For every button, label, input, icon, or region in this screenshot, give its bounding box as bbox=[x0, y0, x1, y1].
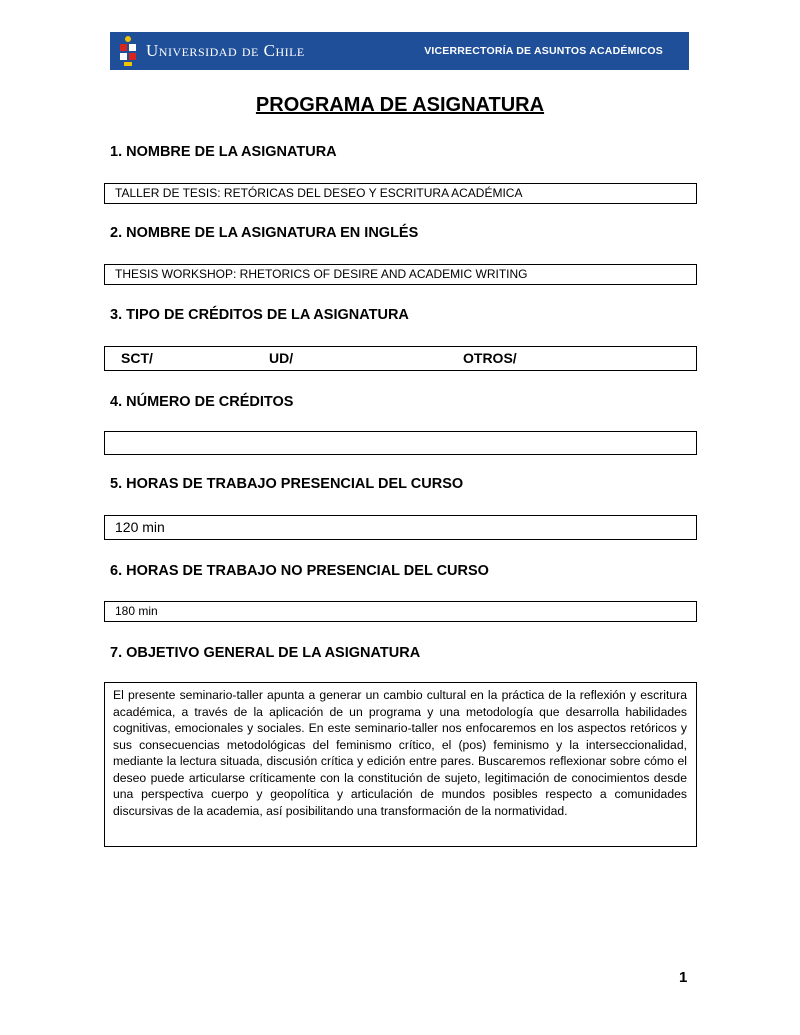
section-3-field bbox=[104, 346, 697, 371]
university-logo bbox=[118, 35, 305, 67]
credit-sct: SCT/ bbox=[121, 350, 153, 366]
section-7-heading: 7. OBJETIVO GENERAL DE LA ASIGNATURA bbox=[110, 645, 421, 661]
section-4-heading: 4. NÚMERO DE CRÉDITOS bbox=[110, 394, 294, 410]
section-6-heading: 6. HORAS DE TRABAJO NO PRESENCIAL DEL CURSO bbox=[110, 563, 489, 579]
section-3-heading: 3. TIPO DE CRÉDITOS DE LA ASIGNATURA bbox=[110, 307, 409, 323]
document-title: PROGRAMA DE ASIGNATURA bbox=[255, 94, 545, 116]
credit-types-row bbox=[115, 350, 686, 366]
section-6-field: 180 min bbox=[104, 601, 697, 622]
section-4-field bbox=[104, 431, 697, 455]
university-name: Universidad de Chile bbox=[146, 41, 305, 60]
section-5-heading: 5. HORAS DE TRABAJO PRESENCIAL DEL CURSO bbox=[110, 476, 464, 492]
credit-ud: UD/ bbox=[269, 350, 294, 366]
section-1-heading: 1. NOMBRE DE LA ASIGNATURA bbox=[110, 144, 337, 160]
section-5-field: 120 min bbox=[104, 515, 697, 540]
department-name: VICERRECTORÍA DE ASUNTOS ACADÉMICOS bbox=[424, 45, 663, 57]
section-1-field: TALLER DE TESIS: RETÓRICAS DEL DESEO Y ESCRITURA ACADÉMICA bbox=[104, 183, 697, 204]
credit-otros: OTROS/ bbox=[463, 350, 517, 366]
page-number: 1 bbox=[679, 969, 688, 986]
section-7-field: El presente seminario-taller apunta a generar un cambio cultural en la práctica de la reflexión y escritura académica, a través de la aplicación de un programa y una metodología que desarrolla habilidades cognitivas, emocionales y sociales. En este seminario-taller nos enfocaremos en los aspectos retóricos y sus consecuencias metodológicas del feminismo crítico, el (pos) feminismo y la interseccionalidad, mediante la lectura situada, discusión crítica y edición entre pares. Buscaremos reflexionar sobre cómo el deseo puede articularse críticamente con la constitución de sujeto, legitimación de conocimientos desde una perspectiva cuerpo y geopolítica y articulación de mundos posibles respecto a comunidades discursivas de la academia, así posibilitando una transformación de la normatividad. bbox=[104, 682, 697, 847]
section-2-heading: 2. NOMBRE DE LA ASIGNATURA EN INGLÉS bbox=[110, 225, 419, 241]
university-crest-icon bbox=[118, 35, 138, 67]
header-banner bbox=[110, 32, 689, 70]
section-2-field: THESIS WORKSHOP: RHETORICS OF DESIRE AND ACADEMIC WRITING bbox=[104, 264, 697, 285]
